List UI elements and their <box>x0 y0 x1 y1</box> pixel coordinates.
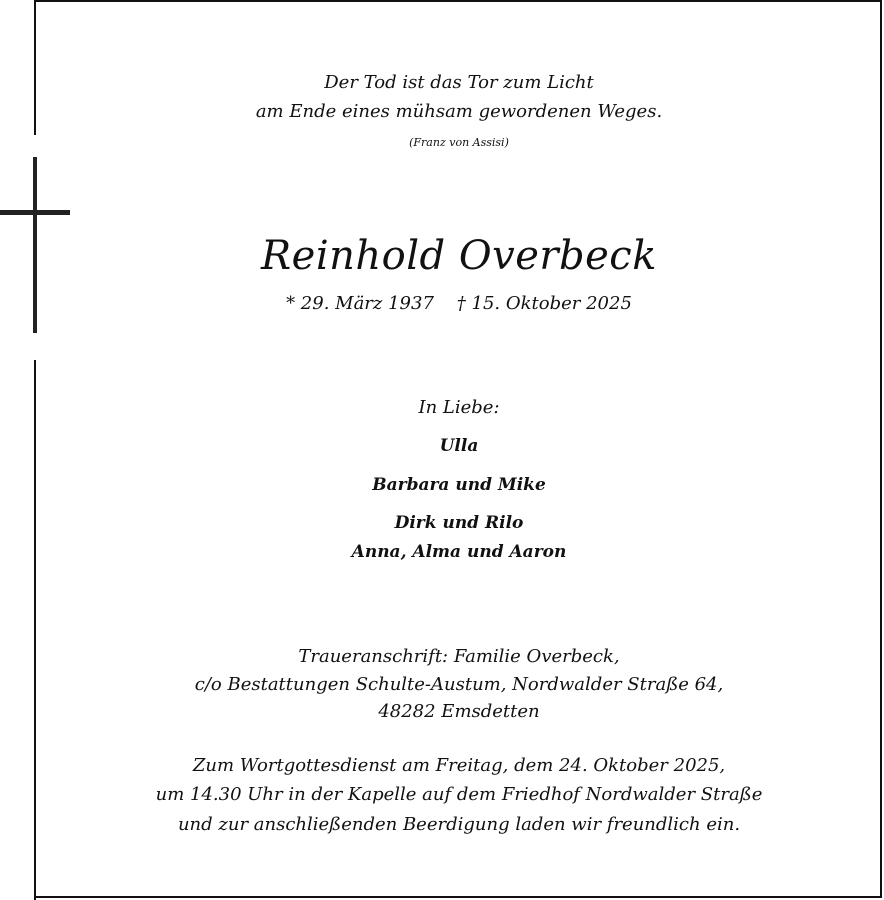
quote-attribution: (Franz von Assisi) <box>409 136 509 149</box>
address-line-3: 48282 Emsdetten <box>378 701 540 722</box>
deceased-name: Reinhold Overbeck <box>261 233 657 279</box>
quote-line-1: Der Tod ist das Tor zum Licht <box>324 72 594 93</box>
address-line-2: c/o Bestattungen Schulte-Austum, Nordwalder Straße 64, <box>194 674 724 695</box>
mourner-name: Anna, Alma und Aaron <box>351 542 567 562</box>
service-line-3: und zur anschließenden Beerdigung laden wir freundlich ein. <box>177 814 741 835</box>
address-line-1: Traueranschrift: Familie Overbeck, <box>298 646 620 667</box>
mourners-intro: In Liebe: <box>418 397 500 418</box>
mourner-name: Ulla <box>439 436 479 456</box>
life-dates: * 29. März 1937 † 15. Oktober 2025 <box>286 293 632 314</box>
mourner-name: Dirk und Rilo <box>394 513 524 533</box>
service-line-2: um 14.30 Uhr in der Kapelle auf dem Friedhof Nordwalder Straße <box>155 784 763 805</box>
service-line-1: Zum Wortgottesdienst am Freitag, dem 24. Oktober 2025, <box>192 755 726 776</box>
quote-line-2: am Ende eines mühsam gewordenen Weges. <box>255 101 663 122</box>
mourner-name: Barbara und Mike <box>372 475 546 495</box>
